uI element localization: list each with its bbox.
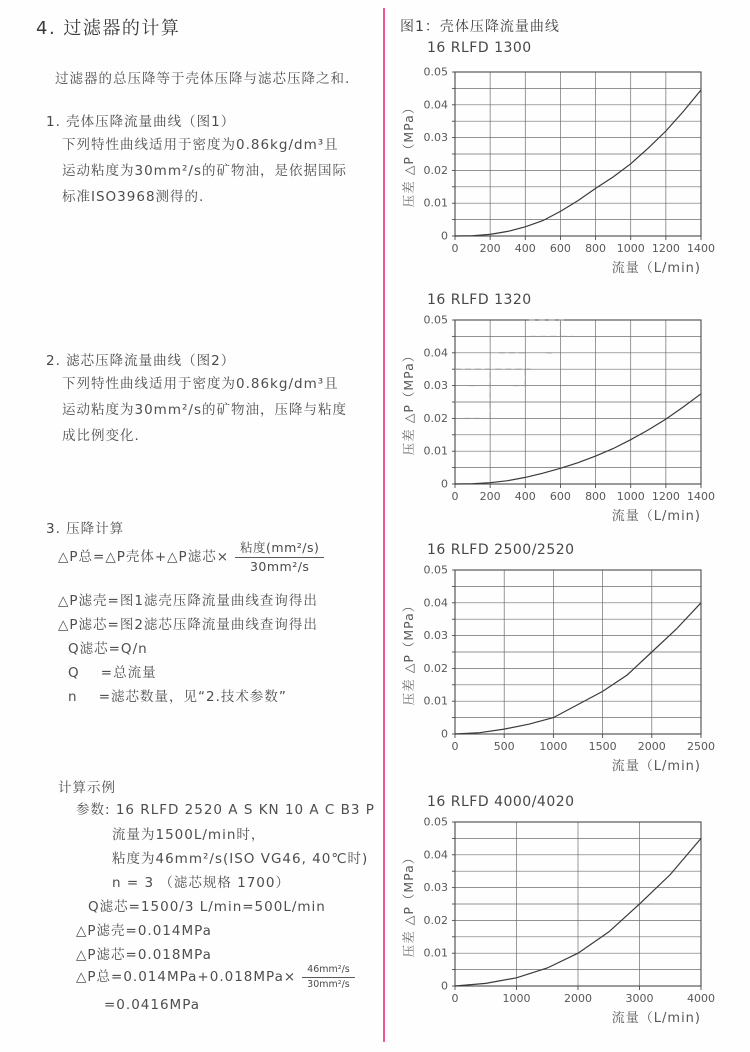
pressure-drop-formula [58,540,324,574]
svg-text:400: 400 [514,242,536,255]
page-title: 4. 过滤器的计算 [36,18,181,39]
svg-text:800: 800 [585,490,607,503]
section-2-line: 下列特性曲线适用于密度为0.86kg/dm³且 [62,376,339,392]
section-3-line: Q滤芯=Q/n [68,641,148,657]
svg-text:1000: 1000 [539,740,568,753]
formula-lhs: △P总=△P壳体+△P滤芯× [58,549,230,566]
section-1-line: 下列特性曲线适用于密度为0.86kg/dm³且 [62,137,339,153]
svg-text:1000: 1000 [616,490,645,503]
svg-text:0: 0 [451,242,459,255]
svg-text:0: 0 [441,979,448,993]
section-2-line: 运动粘度为30mm²/s的矿物油，压降与粘度 [62,402,347,418]
svg-text:3000: 3000 [625,992,654,1005]
example-line: n = 3 （滤芯规格 1700） [112,875,290,891]
svg-text:1200: 1200 [651,242,680,255]
svg-text:0.05: 0.05 [423,815,448,829]
example-dp-shell: △P滤壳=0.014MPa [76,923,212,939]
svg-text:压差 △P（MPa）: 压差 △P（MPa） [401,598,416,706]
svg-text:0: 0 [441,727,448,741]
svg-text:1000: 1000 [616,242,645,255]
svg-text:0.03: 0.03 [423,131,448,145]
svg-text:0.03: 0.03 [423,629,448,643]
svg-text:流量（L/min): 流量（L/min) [611,261,701,276]
svg-text:流量（L/min): 流量（L/min) [611,1011,701,1026]
section-3-line: n =滤芯数量，见“2.技术参数” [68,689,287,705]
formula-denominator: 30mm²/s [249,558,310,574]
section-1-heading: 1. 壳体压降流量曲线（图1） [46,114,236,130]
svg-text:0.03: 0.03 [423,881,448,895]
svg-text:600: 600 [549,490,571,503]
svg-text:0.01: 0.01 [423,196,448,210]
section-1-line: 运动粘度为30mm²/s的矿物油，是依据国际 [62,163,347,179]
svg-text:500: 500 [493,740,515,753]
svg-text:0: 0 [441,229,448,243]
svg-text:400: 400 [514,490,536,503]
section-2-heading: 2. 滤芯压降流量曲线（图2） [46,353,236,369]
svg-text:0.03: 0.03 [423,379,448,393]
svg-text:0: 0 [451,992,459,1005]
pressure-flow-chart [393,308,725,526]
section-3-line: △P滤壳=图1滤壳压降流量曲线查询得出 [58,593,318,609]
example-total-fraction [302,964,355,991]
svg-text:0.01: 0.01 [423,444,448,458]
chart-title: 16 RLFD 4000/4020 [427,794,575,810]
svg-text:200: 200 [479,490,501,503]
pressure-flow-chart [393,558,725,776]
svg-text:0.02: 0.02 [423,661,448,675]
svg-text:0.05: 0.05 [423,563,448,577]
svg-text:1500: 1500 [588,740,617,753]
svg-text:2000: 2000 [637,740,666,753]
pressure-flow-chart [393,810,725,1028]
section-1-line: 标准ISO3968测得的. [62,189,205,205]
example-dp-element: △P滤芯=0.018MPa [76,947,212,963]
svg-text:0: 0 [451,740,459,753]
pressure-flow-chart [393,60,725,278]
example-line: 粘度为46mm²/s(ISO VG46, 40℃时) [112,851,369,867]
section-3-heading: 3. 压降计算 [46,521,125,537]
svg-text:0.01: 0.01 [423,694,448,708]
svg-text:2000: 2000 [564,992,592,1005]
example-total-denominator: 30mm²/s [307,978,350,990]
intro-paragraph: 过滤器的总压降等于壳体压降与滤芯压降之和. [55,71,351,87]
chart-title: 16 RLFD 1300 [427,40,532,56]
example-param-line: 参数: 16 RLFD 2520 A S KN 10 A C B3 P [76,802,375,818]
svg-text:0.05: 0.05 [423,65,448,79]
svg-text:0.04: 0.04 [423,346,448,360]
formula-fraction [235,540,324,574]
section-3-line: Q =总流量 [68,665,157,681]
column-divider [383,8,385,1042]
svg-text:0: 0 [441,477,448,491]
svg-text:压差 △P（MPa）: 压差 △P（MPa） [401,100,416,208]
section-3-line: △P滤芯=图2滤芯压降流量曲线查询得出 [58,617,318,633]
svg-text:0.01: 0.01 [423,946,448,960]
example-total-lhs: △P总=0.014MPa+0.018MPa× [76,969,297,986]
svg-text:2500: 2500 [687,740,715,753]
svg-text:0.05: 0.05 [423,313,448,327]
svg-text:流量（L/min): 流量（L/min) [611,759,701,774]
svg-text:0.02: 0.02 [423,411,448,425]
figure-title: 图1：壳体压降流量曲线 [400,19,560,35]
svg-text:压差 △P（MPa）: 压差 △P（MPa） [401,850,416,958]
section-2-line: 成比例变化. [62,428,140,444]
svg-text:1400: 1400 [687,242,715,255]
example-total-formula [76,964,355,991]
svg-text:4000: 4000 [687,992,715,1005]
svg-text:0.04: 0.04 [423,596,448,610]
svg-text:0.02: 0.02 [423,913,448,927]
svg-text:0: 0 [451,490,459,503]
example-heading: 计算示例 [58,780,116,796]
svg-text:压差 △P（MPa）: 压差 △P（MPa） [401,348,416,456]
chart-title: 16 RLFD 1320 [427,292,532,308]
example-total-numerator: 46mm²/s [302,964,355,978]
svg-text:1000: 1000 [502,992,531,1005]
formula-numerator: 粘度(mm²/s) [235,540,324,558]
example-line: 流量为1500L/min时， [112,827,266,843]
svg-text:0.04: 0.04 [423,98,448,112]
svg-text:0.02: 0.02 [423,163,448,177]
svg-text:1200: 1200 [651,490,680,503]
chart-title: 16 RLFD 2500/2520 [427,542,575,558]
svg-text:200: 200 [479,242,501,255]
svg-text:0.04: 0.04 [423,848,448,862]
svg-text:1400: 1400 [687,490,715,503]
svg-text:流量（L/min): 流量（L/min) [611,509,701,524]
example-result: =0.0416MPa [104,997,201,1013]
svg-text:800: 800 [585,242,607,255]
svg-text:600: 600 [549,242,571,255]
example-q-line: Q滤芯=1500/3 L/min=500L/min [88,899,326,915]
